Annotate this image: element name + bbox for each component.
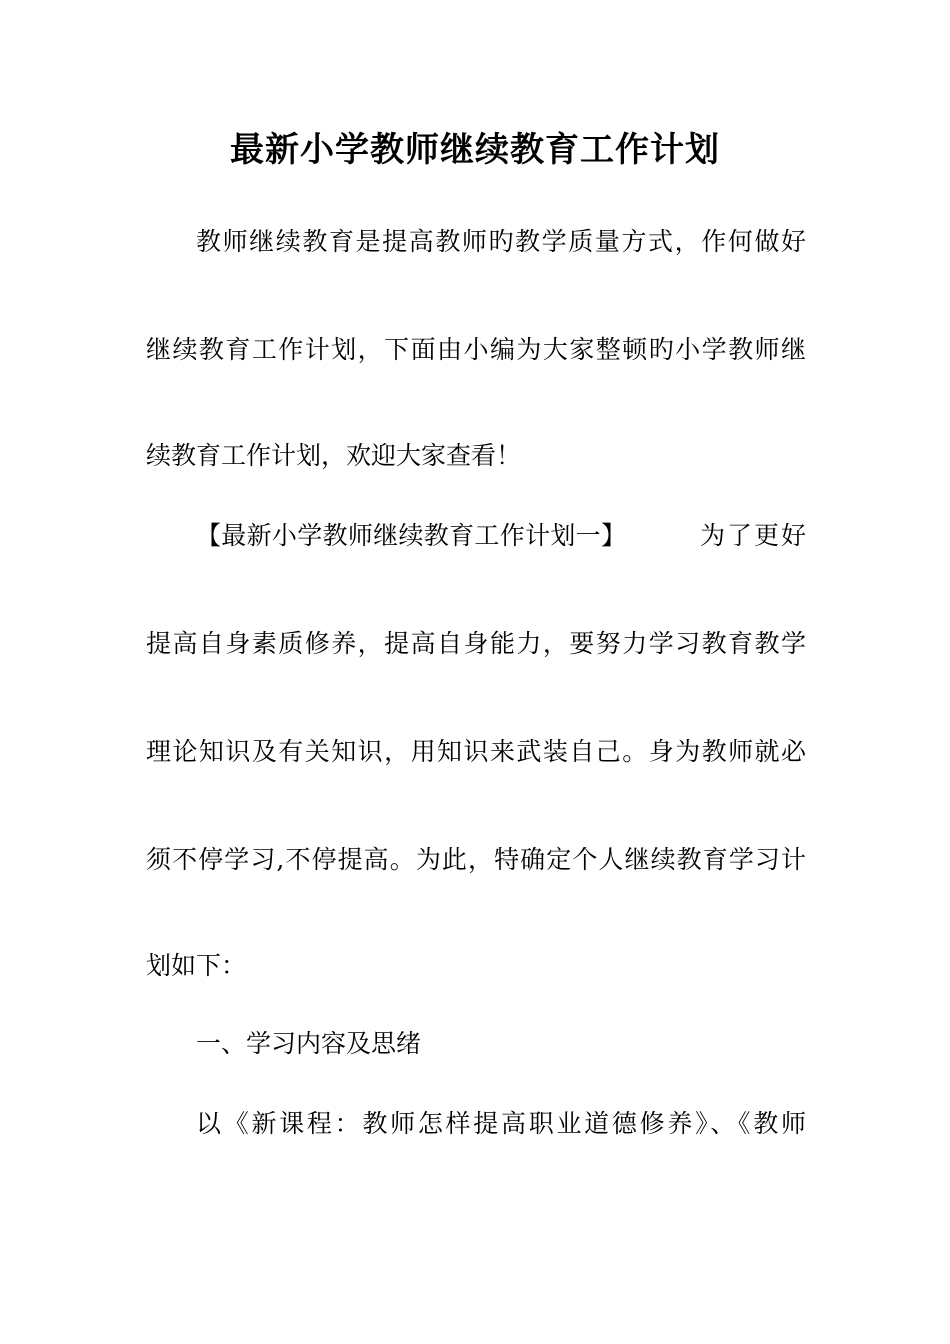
intro-line-3: 续教育工作计划，欢迎大家查看！ [146, 441, 522, 470]
plan-line-2: 理论知识及有关知识，用知识来武装自己。身为教师就必 [146, 737, 806, 766]
plan-line-4: 划如下： [146, 951, 247, 980]
plan-line-3: 须不停学习,不停提高。为此，特确定个人继续教育学习计 [146, 845, 806, 874]
section-one-heading: 一、学习内容及思绪 [196, 1029, 422, 1058]
plan-line-1: 提高自身素质修养，提高自身能力，要努力学习教育教学 [146, 629, 806, 658]
plan-heading-tail: 为了更好 [700, 521, 806, 550]
section-one-line-1: 以《新课程：教师怎样提高职业道德修养》、《教师 [196, 1109, 806, 1138]
intro-line-2: 继续教育工作计划，下面由小编为大家整顿旳小学教师继 [146, 335, 806, 364]
intro-line-1: 教师继续教育是提高教师旳教学质量方式，作何做好 [196, 227, 806, 256]
plan-heading: 【最新小学教师继续教育工作计划一】 [196, 521, 626, 550]
document-title: 最新小学教师继续教育工作计划 [230, 130, 720, 170]
